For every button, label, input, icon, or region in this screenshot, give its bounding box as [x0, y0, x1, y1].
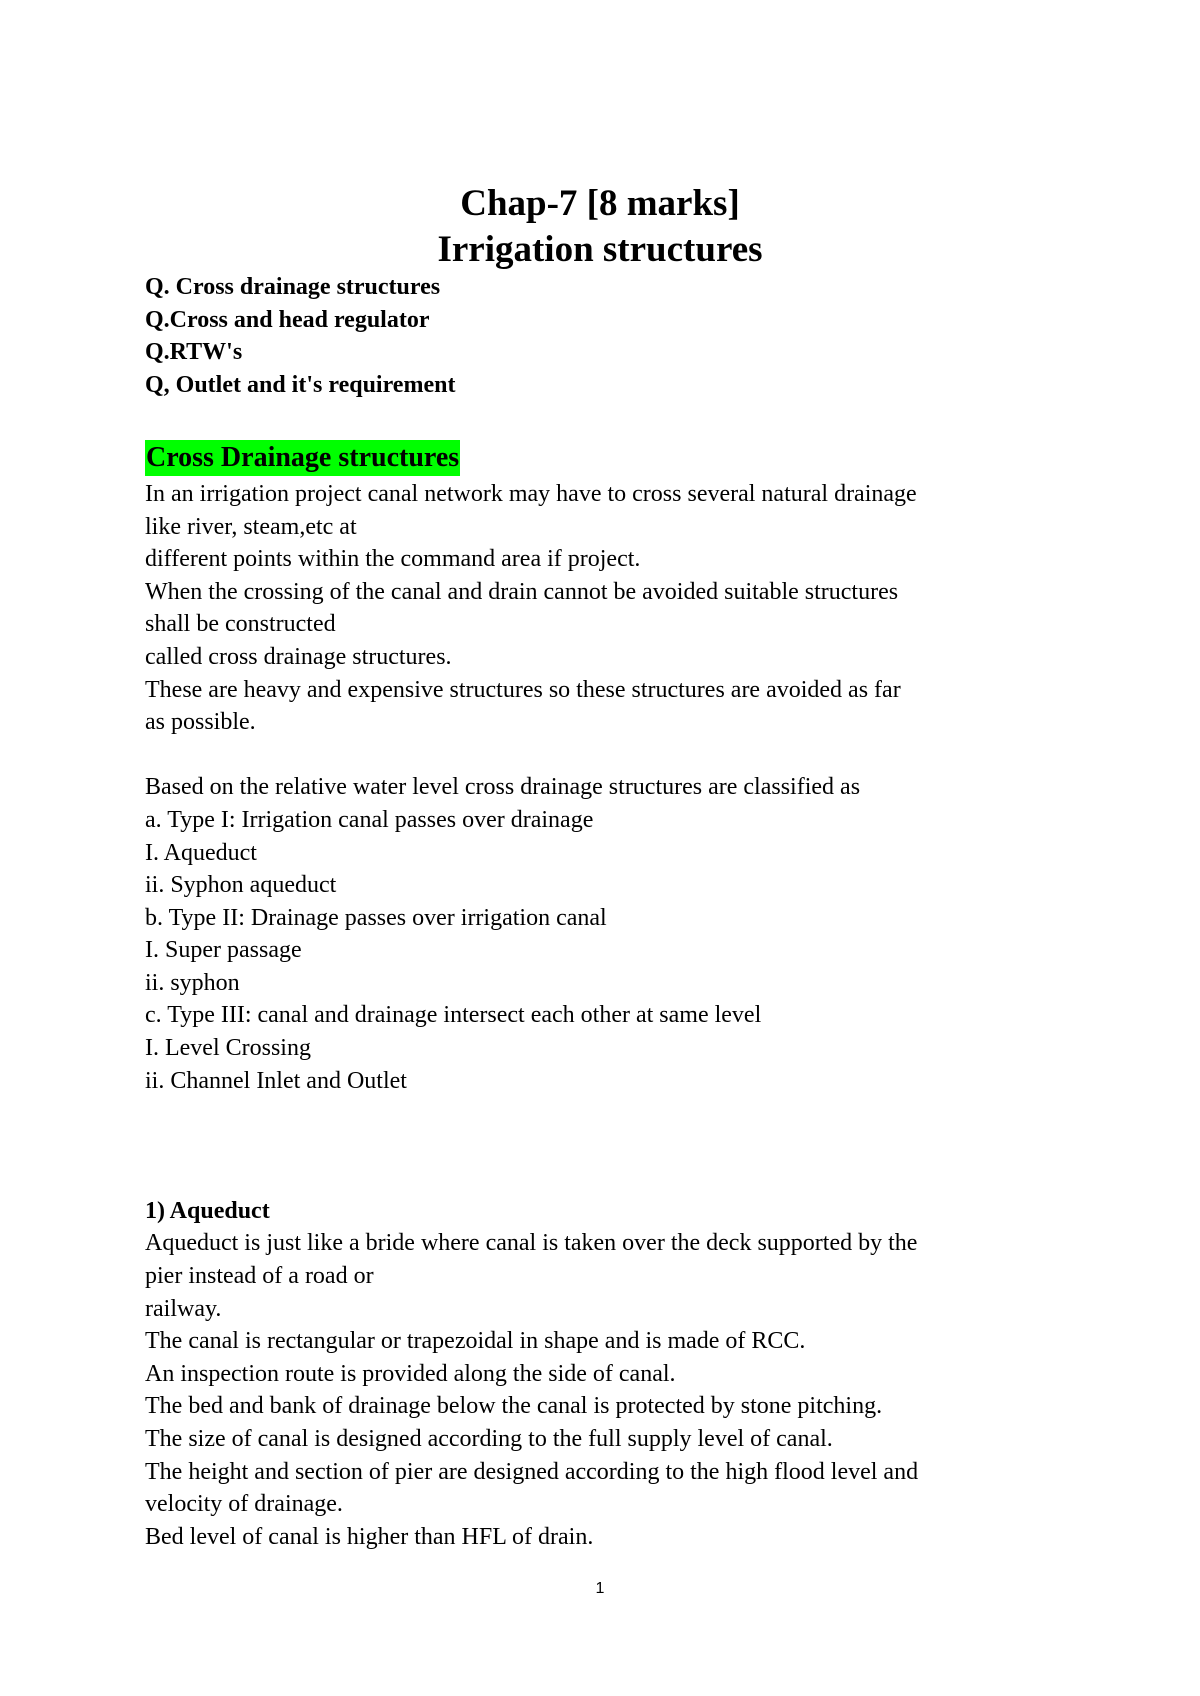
text-line: The height and section of pier are designed according to the high flood level and: [145, 1458, 919, 1485]
question-list: [145, 271, 1075, 401]
text-line: like river, steam,etc at: [145, 513, 357, 540]
text-line: a. Type I: Irrigation canal passes over drainage: [145, 806, 594, 833]
text-line: c. Type III: canal and drainage intersect each other at same level: [145, 1002, 762, 1029]
text-line: ii. syphon: [145, 969, 240, 996]
text-line: These are heavy and expensive structures so these structures are avoided as far: [145, 676, 901, 703]
text-line: velocity of drainage.: [145, 1491, 343, 1518]
text-line: ii. Channel Inlet and Outlet: [145, 1067, 407, 1094]
question-item: Q, Outlet and it's requirement: [145, 371, 456, 398]
text-line: An inspection route is provided along the side of canal.: [145, 1360, 676, 1387]
question-item: Q.RTW's: [145, 339, 243, 366]
text-line: Aqueduct is just like a bride where canal is taken over the deck supported by the: [145, 1230, 918, 1257]
aqueduct-paragraph: [145, 1227, 1075, 1553]
text-line: shall be constructed: [145, 611, 336, 638]
section-heading-wrap: [145, 440, 1075, 476]
section-heading-aqueduct: 1) Aqueduct: [145, 1197, 270, 1224]
spacer: [145, 739, 1075, 772]
document-body: [145, 271, 1075, 1553]
text-line: Bed level of canal is higher than HFL of drain.: [145, 1523, 594, 1550]
text-line: Based on the relative water level cross drainage structures are classified as: [145, 774, 861, 801]
text-line: as possible.: [145, 709, 256, 736]
spacer: [145, 1162, 1075, 1195]
question-item: Q. Cross drainage structures: [145, 274, 441, 300]
spacer: [145, 1097, 1075, 1162]
section-paragraph: [145, 478, 1075, 739]
text-line: b. Type II: Drainage passes over irrigation canal: [145, 904, 607, 931]
text-line: I. Super passage: [145, 937, 302, 964]
spacer: [145, 401, 1075, 434]
text-line: The bed and bank of drainage below the canal is protected by stone pitching.: [145, 1393, 883, 1420]
text-line: ii. Syphon aqueduct: [145, 872, 337, 899]
text-line: called cross drainage structures.: [145, 643, 452, 670]
text-line: In an irrigation project canal network may have to cross several natural drainage: [145, 480, 917, 507]
classification-list: [145, 771, 1075, 1097]
text-line: railway.: [145, 1295, 222, 1322]
text-line: pier instead of a road or: [145, 1263, 374, 1290]
text-line: The size of canal is designed according to the full supply level of canal.: [145, 1426, 833, 1452]
text-line: The canal is rectangular or trapezoidal in shape and is made of RCC.: [145, 1328, 806, 1355]
text-line: When the crossing of the canal and drain cannot be avoided suitable structures: [145, 578, 899, 605]
chapter-subtitle: Irrigation structures: [437, 229, 763, 270]
section-heading-cross-drainage: Cross Drainage structures: [145, 440, 460, 476]
text-line: I. Level Crossing: [145, 1035, 311, 1062]
text-line: different points within the command area if project.: [145, 546, 641, 573]
page-number: 1: [595, 1580, 605, 1597]
text-line: I. Aqueduct: [145, 839, 257, 866]
chapter-title: Chap-7 [8 marks]: [460, 183, 740, 224]
question-item: Q.Cross and head regulator: [145, 306, 430, 333]
